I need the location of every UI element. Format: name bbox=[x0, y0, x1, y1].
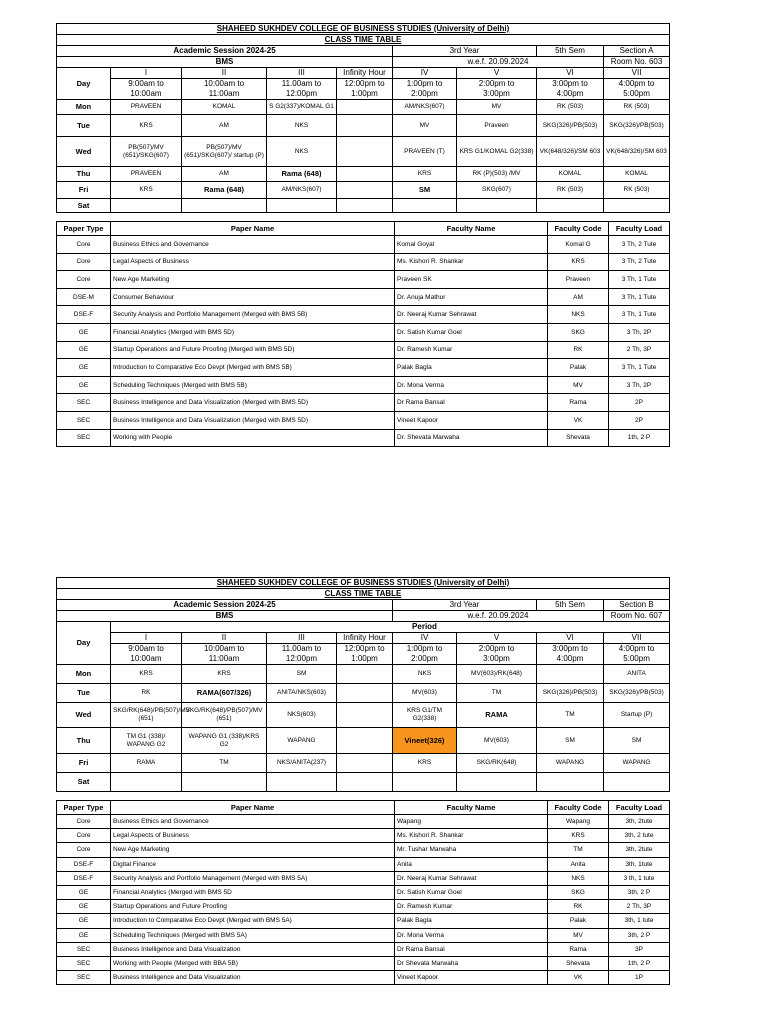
paper-cell: VK bbox=[573, 416, 583, 424]
class-cell: RAMA bbox=[485, 710, 508, 719]
paper-cell: Shevata bbox=[566, 959, 590, 967]
paper-cell: Dr Shevata Marwaha bbox=[397, 959, 459, 967]
paper-cell: 1th, 2 P bbox=[627, 959, 651, 967]
day-name: Thu bbox=[76, 169, 91, 178]
class-cell: SKG/RK(648)/PB(507)/MV (651) bbox=[113, 707, 190, 722]
slot-number: VII bbox=[631, 68, 642, 77]
paper-cell: 2 Th, 3P bbox=[626, 346, 652, 354]
paper-column-header: Paper Type bbox=[63, 224, 104, 233]
paper-cell: Wapang bbox=[566, 818, 590, 826]
paper-cell: SEC bbox=[76, 416, 91, 424]
paper-cell: SEC bbox=[76, 959, 91, 967]
paper-cell: 3 Th, 2P bbox=[626, 381, 652, 389]
paper-cell: Komal Goyal bbox=[397, 240, 435, 248]
paper-cell: AM bbox=[573, 293, 583, 301]
paper-cell: Praveen bbox=[565, 275, 591, 283]
paper-cell: Financial Analytics (Merged with BMS 5D) bbox=[113, 328, 235, 336]
paper-cell: Introduction to Comparative Eco Devpt (Merged with BMS 5A) bbox=[113, 917, 292, 925]
class-cell: MV(603) bbox=[484, 736, 509, 744]
slot-time-start: 2:00pm to bbox=[478, 79, 515, 88]
paper-cell: New Age Marketing bbox=[113, 275, 170, 283]
paper-cell: Core bbox=[76, 832, 91, 840]
day-name: Mon bbox=[75, 669, 92, 678]
day-name: Sat bbox=[77, 200, 90, 210]
class-cell: KOMAL bbox=[212, 103, 236, 110]
paper-cell: Ms. Kishori R. Shankar bbox=[397, 832, 464, 840]
slot-number: IV bbox=[420, 68, 429, 77]
slot-number: Infinity Hour bbox=[343, 68, 386, 77]
class-cell: SKG/RK(648)/PB(507)/MV (651) bbox=[185, 707, 263, 722]
day-name: Sat bbox=[77, 777, 90, 786]
paper-cell: Core bbox=[76, 818, 91, 826]
paper-cell: Dr. Shevata Marwaha bbox=[397, 434, 460, 442]
class-cell: RK (503) bbox=[556, 103, 583, 110]
paper-cell: 3th, 2 P bbox=[627, 889, 651, 897]
slot-time-end: 1:00pm bbox=[351, 89, 378, 98]
paper-cell: 3 Th, 2 Tute bbox=[621, 258, 657, 266]
class-cell: SM bbox=[296, 670, 307, 677]
paper-cell: Dr. Neeraj Kumar Sehrawat bbox=[397, 311, 477, 319]
paper-cell: Shevata bbox=[566, 434, 590, 442]
paper-cell: Dr. Mona Verma bbox=[397, 381, 444, 389]
paper-column-header: Faculty Name bbox=[446, 224, 496, 233]
slot-number: VI bbox=[566, 68, 574, 77]
paper-cell: Security Analysis and Portfolio Management (Merged with BMS 5A) bbox=[113, 874, 308, 882]
paper-cell: Palak bbox=[569, 917, 587, 925]
paper-cell: Komal G bbox=[565, 240, 591, 248]
paper-cell: SKG bbox=[571, 328, 585, 336]
day-name: Mon bbox=[75, 102, 92, 111]
class-cell: SKG/RK(648) bbox=[476, 759, 517, 766]
paper-cell: Ms. Kishori R. Shankar bbox=[397, 258, 464, 266]
paper-cell: 3th, 1tute bbox=[625, 860, 653, 868]
paper-cell: Vineet Kapoor bbox=[397, 416, 439, 424]
slot-time-start: 9:00am to bbox=[128, 644, 164, 653]
slot-time-end: 11:00am bbox=[208, 654, 240, 663]
paper-cell: 3th, 2tute bbox=[625, 818, 653, 826]
class-cell: WAPANG bbox=[622, 759, 651, 766]
class-cell: KRS bbox=[417, 759, 432, 766]
class-cell: SKG(326)/PB(503) bbox=[542, 121, 598, 129]
academic-session: Academic Session 2024-25 bbox=[173, 46, 276, 55]
slot-time-end: 2:00pm bbox=[411, 654, 438, 663]
paper-cell: RK bbox=[573, 903, 583, 911]
class-cell: TM bbox=[219, 759, 229, 766]
paper-cell: Business Intelligence and Data Visualization bbox=[113, 945, 241, 953]
class-cell: RAMA(607/326) bbox=[196, 688, 252, 697]
paper-cell: RK bbox=[573, 346, 583, 354]
class-cell: SKG(607) bbox=[482, 186, 511, 193]
timetable-section-b bbox=[56, 577, 669, 985]
slot-time-start: 1:00pm to bbox=[406, 79, 443, 88]
paper-cell: Core bbox=[76, 275, 91, 283]
slot-number: II bbox=[221, 633, 227, 642]
paper-cell: SEC bbox=[76, 399, 91, 407]
slot-number: I bbox=[144, 68, 148, 77]
paper-cell: DSE-F bbox=[73, 311, 94, 319]
paper-cell: Dr Rama Bansal bbox=[397, 945, 445, 953]
class-cell: Startup (P) bbox=[620, 711, 653, 718]
class-cell: MV bbox=[419, 121, 430, 129]
paper-table bbox=[56, 221, 670, 447]
paper-cell: NKS bbox=[571, 311, 585, 319]
paper-cell: SEC bbox=[76, 434, 91, 442]
paper-cell: 3 th, 1 tute bbox=[623, 874, 655, 882]
slot-number: V bbox=[493, 633, 500, 642]
day-name: Fri bbox=[78, 758, 89, 767]
slot-time-start: 11.00am to bbox=[281, 79, 322, 88]
paper-cell: VK bbox=[573, 974, 583, 982]
class-cell: NKS bbox=[294, 121, 309, 129]
slot-number: IV bbox=[420, 633, 429, 642]
paper-cell: GE bbox=[78, 903, 89, 911]
class-cell: SKG(326)/PB(503) bbox=[609, 121, 664, 129]
slot-time-start: 12:00pm to bbox=[344, 644, 385, 653]
class-cell: AM bbox=[219, 121, 229, 129]
slot-number: III bbox=[298, 68, 305, 77]
paper-column-header: Paper Type bbox=[63, 803, 104, 812]
paper-cell: 3th, 2 tute bbox=[624, 832, 654, 840]
paper-cell: Core bbox=[76, 240, 91, 248]
paper-column-header: Faculty Code bbox=[554, 224, 602, 233]
paper-column-header: Paper Name bbox=[230, 224, 275, 233]
class-cell: WAPANG G1 (338)/KRS G2 bbox=[188, 732, 260, 748]
paper-cell: 3P bbox=[635, 945, 643, 953]
paper-cell: Security Analysis and Portfolio Management (Merged with BMS 5B) bbox=[113, 311, 308, 319]
paper-cell: Startup Operations and Future Proofing (Merged with BMS 5D) bbox=[113, 346, 295, 354]
paper-cell: GE bbox=[78, 363, 89, 371]
day-name: Thu bbox=[76, 735, 91, 745]
class-cell: ANITA bbox=[627, 670, 646, 677]
paper-cell: MV bbox=[573, 931, 583, 939]
slot-time-end: 12:00pm bbox=[285, 654, 318, 663]
paper-column-header: Faculty Name bbox=[446, 803, 496, 812]
class-cell: KRS G1/KOMAL G2(338) bbox=[459, 147, 534, 155]
paper-cell: 3 Th, 2 Tute bbox=[621, 240, 657, 248]
class-cell: KOMAL bbox=[558, 170, 582, 177]
paper-cell: Business Intelligence and Data Visualization (Merged with BMS 5D) bbox=[113, 399, 308, 407]
class-cell: Vineet(326) bbox=[404, 735, 445, 745]
paper-cell: 3th, 2tute bbox=[625, 846, 653, 854]
paper-column-header: Paper Name bbox=[230, 803, 275, 812]
paper-cell: Vineet Kapoor bbox=[397, 974, 439, 982]
slot-time-end: 1:00pm bbox=[351, 654, 378, 663]
class-cell: RK (503) bbox=[623, 186, 650, 193]
paper-cell: Dr. Anuja Mathur bbox=[397, 293, 446, 301]
slot-time-start: 3:00pm to bbox=[552, 79, 588, 88]
class-cell: VK(648/326)/SM 603 bbox=[539, 147, 601, 155]
slot-time-start: 4:00pm to bbox=[618, 644, 655, 653]
slot-number: VII bbox=[631, 633, 642, 642]
class-cell: KRS bbox=[139, 670, 153, 677]
class-cell: Rama (648) bbox=[203, 185, 245, 194]
paper-cell: 3 Th, 1 Tute bbox=[621, 311, 657, 319]
paper-cell: 2 Th, 3P bbox=[626, 903, 652, 911]
slot-time-start: 10:00am to bbox=[203, 644, 245, 653]
paper-cell: Startup Operations and Future Proofing bbox=[113, 903, 227, 911]
timetable-section-a bbox=[56, 23, 669, 447]
class-cell: SKG(326)/PB(503) bbox=[542, 689, 598, 696]
class-cell: TM bbox=[565, 711, 575, 718]
paper-cell: 3th, 1 tute bbox=[624, 917, 654, 925]
day-name: Wed bbox=[75, 710, 92, 719]
paper-cell: Mr. Tushar Marwaha bbox=[397, 846, 457, 854]
semester-label: 5th Sem bbox=[555, 46, 585, 55]
class-cell: AM/NKS(607) bbox=[281, 186, 322, 193]
slot-number: VI bbox=[566, 633, 574, 642]
paper-cell: Legal Aspects of Business bbox=[113, 258, 189, 266]
day-name: Tue bbox=[77, 120, 90, 130]
timetable-title: CLASS TIME TABLE bbox=[324, 35, 402, 44]
paper-cell: TM bbox=[573, 846, 583, 854]
paper-cell: GE bbox=[78, 889, 89, 897]
paper-cell: 3 Th, 1 Tute bbox=[621, 363, 657, 371]
class-cell: SM bbox=[565, 736, 575, 744]
paper-cell: Dr. Ramesh Kumar bbox=[397, 903, 453, 911]
class-cell: SM bbox=[631, 736, 642, 744]
day-name: Tue bbox=[77, 688, 90, 697]
paper-cell: 3 Th, 1 Tute bbox=[621, 275, 657, 283]
slot-time-end: 5:00pm bbox=[623, 654, 650, 663]
paper-cell: SEC bbox=[76, 974, 91, 982]
slot-time-start: 12:00pm to bbox=[344, 79, 385, 88]
class-cell: NKS/ANITA(237) bbox=[276, 759, 326, 766]
class-cell: WAPANG bbox=[555, 759, 585, 766]
slot-time-start: 2:00pm to bbox=[478, 644, 515, 653]
room-label: Room No. 603 bbox=[610, 57, 663, 66]
slot-time-start: 9:00am to bbox=[128, 79, 164, 88]
paper-cell: GE bbox=[78, 328, 89, 336]
paper-cell: Consumer Behaviour bbox=[113, 293, 175, 301]
slot-number: I bbox=[144, 633, 148, 642]
paper-column-header: Faculty Load bbox=[615, 224, 663, 233]
effective-date: w.e.f. 20.09.2024 bbox=[467, 57, 529, 66]
semester-label: 5th Sem bbox=[555, 600, 585, 609]
paper-cell: Working with People bbox=[113, 434, 173, 442]
timetable-title: CLASS TIME TABLE bbox=[324, 589, 402, 598]
class-cell: VK(648/326)/SM 603 bbox=[606, 147, 667, 155]
slot-time-end: 2:00pm bbox=[411, 89, 438, 98]
class-cell: KRS bbox=[139, 186, 153, 193]
class-cell: SKG(326)/PB(503) bbox=[609, 689, 664, 696]
class-cell: RK (503) bbox=[623, 103, 650, 110]
class-cell: KRS bbox=[417, 170, 432, 177]
paper-cell: DSE-M bbox=[73, 293, 94, 301]
class-cell: AM/NKS(607) bbox=[404, 103, 445, 110]
class-cell: Rama (648) bbox=[281, 169, 322, 178]
slot-time-start: 10:00am to bbox=[203, 79, 245, 88]
period-header: Period bbox=[412, 622, 437, 631]
paper-cell: Business Intelligence and Data Visualization bbox=[113, 974, 241, 982]
paper-cell: Scheduling Techniques (Merged with BMS 5A) bbox=[113, 931, 247, 939]
class-cell: MV bbox=[491, 103, 502, 110]
slot-number: V bbox=[493, 68, 500, 77]
paper-cell: Dr. Neeraj Kumar Sehrawat bbox=[397, 874, 477, 882]
paper-cell: Dr Rama Bansal bbox=[397, 399, 445, 407]
class-cell: RK (P)(503) /MV bbox=[472, 170, 521, 177]
paper-cell: DSE-F bbox=[73, 874, 94, 882]
class-cell: Praveen bbox=[484, 121, 509, 129]
timetable bbox=[56, 23, 670, 213]
paper-cell: Legal Aspects of Business bbox=[113, 832, 189, 840]
paper-cell: KRS bbox=[571, 832, 585, 840]
paper-cell: Financial Analytics (Merged with BMS 5D bbox=[113, 889, 232, 897]
paper-column-header: Faculty Load bbox=[615, 803, 663, 812]
paper-cell: Dr. Ramesh Kumar bbox=[397, 346, 453, 354]
paper-cell: Rama bbox=[569, 945, 587, 953]
paper-cell: 3 Th, 1 Tute bbox=[621, 293, 657, 301]
paper-cell: SEC bbox=[76, 945, 91, 953]
course-label: BMS bbox=[215, 611, 234, 620]
paper-cell: New Age Marketing bbox=[113, 846, 170, 854]
paper-cell: Core bbox=[76, 258, 91, 266]
slot-time-start: 3:00pm to bbox=[552, 644, 588, 653]
paper-cell: Core bbox=[76, 846, 91, 854]
day-header: Day bbox=[76, 78, 91, 88]
paper-cell: Wapang bbox=[397, 818, 421, 826]
slot-number: II bbox=[221, 68, 227, 77]
slot-time-end: 5:00pm bbox=[623, 89, 650, 98]
slot-time-start: 4:00pm to bbox=[618, 79, 655, 88]
college-name: SHAHEED SUKHDEV COLLEGE OF BUSINESS STUDIES (University of Delhi) bbox=[216, 578, 510, 587]
paper-cell: 2P bbox=[635, 416, 643, 424]
class-cell: PRAVEEN (T) bbox=[404, 147, 445, 155]
academic-session: Academic Session 2024-25 bbox=[173, 600, 276, 609]
day-name: Wed bbox=[75, 146, 92, 156]
section-label: Section A bbox=[619, 46, 654, 55]
room-label: Room No. 607 bbox=[610, 611, 663, 620]
class-cell: KRS bbox=[139, 121, 153, 129]
paper-cell: SKG bbox=[571, 889, 585, 897]
paper-cell: Anita bbox=[397, 860, 412, 868]
paper-cell: Business Intelligence and Data Visualization (Merged with BMS 5D) bbox=[113, 416, 308, 424]
paper-cell: 3th, 2 P bbox=[627, 931, 651, 939]
timetable bbox=[56, 577, 670, 792]
slot-time-end: 11:00am bbox=[208, 89, 240, 98]
slot-time-end: 3:00pm bbox=[483, 654, 510, 663]
class-cell: MV(603)/RK(648) bbox=[471, 670, 522, 677]
class-cell: ANITA/NKS(603) bbox=[276, 689, 326, 696]
paper-cell: Business Ethics and Governance bbox=[113, 240, 209, 248]
slot-number: III bbox=[298, 633, 305, 642]
day-name: Fri bbox=[78, 185, 89, 194]
paper-cell: Praveen SK bbox=[397, 275, 432, 283]
paper-cell: KRS bbox=[571, 258, 585, 266]
slot-number: Infinity Hour bbox=[343, 633, 386, 642]
class-cell: PB(507)/MV (651)/SKG(607) bbox=[123, 143, 169, 159]
paper-cell: Dr. Satish Kumar Goel bbox=[397, 889, 462, 897]
section-label: Section B bbox=[619, 600, 654, 609]
class-cell: WAPANG bbox=[287, 736, 316, 744]
class-cell: NKS(603) bbox=[287, 711, 316, 718]
paper-cell: Digital Finance bbox=[113, 860, 156, 868]
class-cell: MV(603) bbox=[412, 689, 437, 696]
class-cell: TM G1 (338)/ WAPANG G2 bbox=[126, 732, 166, 748]
paper-cell: 3 Th, 2P bbox=[626, 328, 652, 336]
class-cell: AM bbox=[219, 170, 229, 177]
class-cell: S G2(337)/KOMAL G1 bbox=[269, 103, 334, 110]
class-cell: KOMAL bbox=[625, 170, 648, 177]
day-header: Day bbox=[76, 638, 91, 647]
effective-date: w.e.f. 20.09.2024 bbox=[467, 611, 529, 620]
slot-time-end: 3:00pm bbox=[483, 89, 510, 98]
paper-cell: Dr. Mona Verma bbox=[397, 931, 444, 939]
paper-cell: Palak Bagla bbox=[397, 917, 432, 925]
class-cell: KRS G1/TM G2(338) bbox=[406, 707, 443, 722]
class-cell: RK bbox=[141, 689, 151, 696]
slot-time-start: 11.00am to bbox=[281, 644, 322, 653]
year-label: 3rd Year bbox=[449, 46, 480, 55]
class-cell: RK (503) bbox=[556, 186, 583, 193]
slot-time-end: 10:00am bbox=[130, 89, 162, 98]
class-cell: NKS bbox=[294, 147, 309, 155]
class-cell: NKS bbox=[417, 670, 432, 677]
slot-time-end: 4:00pm bbox=[556, 89, 584, 98]
slot-time-end: 4:00pm bbox=[556, 654, 584, 663]
paper-cell: 2P bbox=[635, 399, 643, 407]
class-cell: RAMA bbox=[136, 759, 156, 766]
paper-table bbox=[56, 800, 670, 985]
paper-cell: DSE-F bbox=[73, 860, 94, 868]
paper-cell: Business Ethics and Governance bbox=[113, 818, 209, 826]
paper-cell: GE bbox=[78, 931, 89, 939]
college-name: SHAHEED SUKHDEV COLLEGE OF BUSINESS STUDIES (University of Delhi) bbox=[216, 24, 510, 33]
paper-cell: GE bbox=[78, 917, 89, 925]
paper-cell: 1th, 2 P bbox=[627, 434, 651, 442]
paper-cell: Palak bbox=[569, 363, 587, 371]
paper-cell: Introduction to Comparative Eco Devpt (Merged with BMS 5B) bbox=[113, 363, 292, 371]
paper-cell: Scheduling Techniques (Merged with BMS 5B) bbox=[113, 381, 247, 389]
paper-cell: NKS bbox=[571, 874, 585, 882]
paper-column-header: Faculty Code bbox=[554, 803, 602, 812]
paper-cell: Palak Bagla bbox=[397, 363, 432, 371]
class-cell: PB(507)/MV (651)/SKG(607)/ startup (P) bbox=[184, 143, 264, 159]
paper-cell: GE bbox=[78, 346, 89, 354]
paper-cell: Rama bbox=[569, 399, 587, 407]
slot-time-start: 1:00pm to bbox=[406, 644, 443, 653]
course-label: BMS bbox=[215, 57, 234, 66]
class-cell: SM bbox=[418, 185, 431, 194]
class-cell: PRAVEEN bbox=[130, 103, 162, 110]
slot-time-end: 12:00pm bbox=[285, 89, 318, 98]
paper-cell: Anita bbox=[570, 860, 586, 868]
paper-cell: MV bbox=[573, 381, 583, 389]
paper-cell: Dr. Satish Kumar Goel bbox=[397, 328, 462, 336]
year-label: 3rd Year bbox=[449, 600, 480, 609]
class-cell: KRS bbox=[217, 670, 231, 677]
paper-cell: Working with People (Merged with BBA 5B) bbox=[113, 959, 238, 967]
slot-time-end: 10:00am bbox=[130, 654, 162, 663]
paper-cell: GE bbox=[78, 381, 89, 389]
class-cell: TM bbox=[491, 689, 502, 696]
paper-cell: 1P bbox=[635, 974, 643, 982]
class-cell: PRAVEEN bbox=[130, 170, 162, 177]
